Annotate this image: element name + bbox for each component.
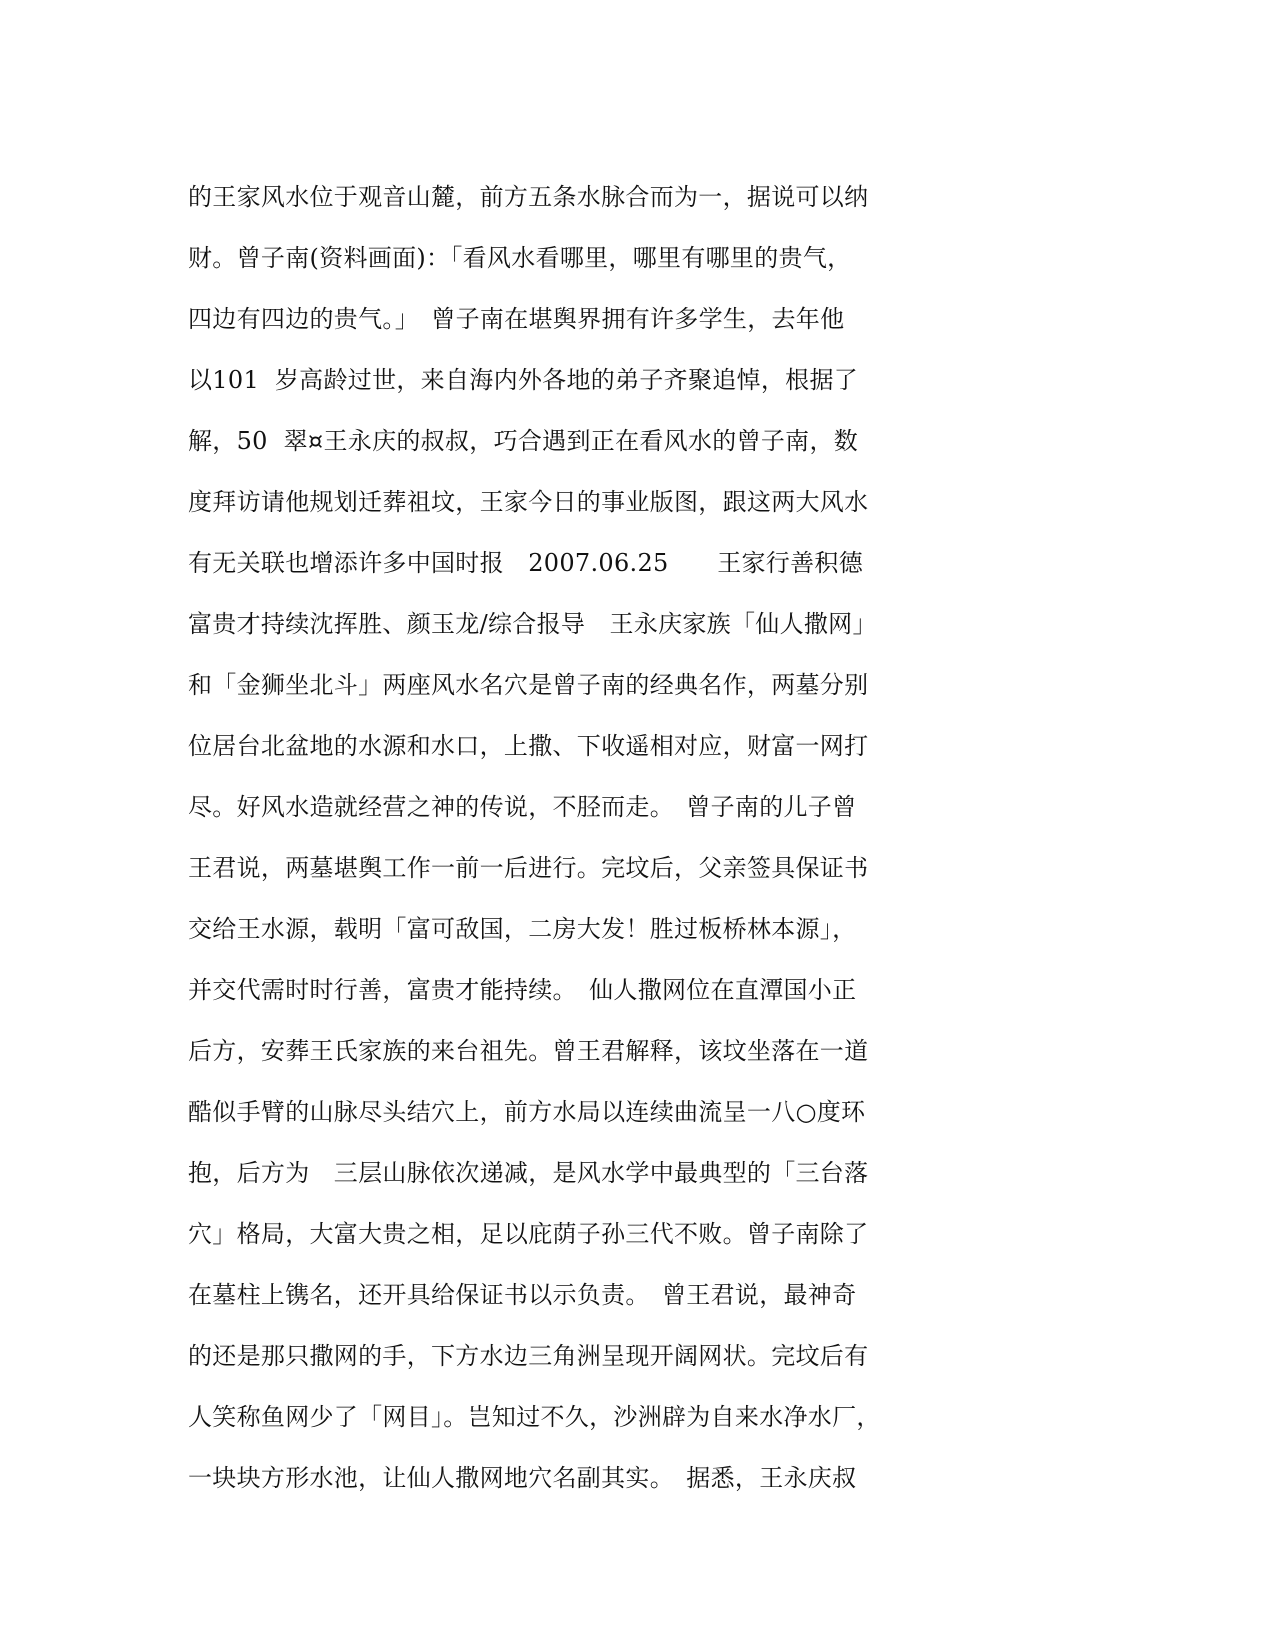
article-body xyxy=(188,174,908,1516)
text-line: 以101 岁高龄过世，来自海内外各地的弟子齐聚追悼，根据了 xyxy=(188,366,859,394)
text-line: 富贵才持续沈挥胜、颜玉龙/综合报导 王永庆家族「仙人撒网」 xyxy=(188,610,877,638)
text-line: 有无关联也增添许多中国时报 2007.06.25 王家行善积德 xyxy=(188,549,864,577)
text-line: 抱，后方为 三层山脉依次递减，是风水学中最典型的「三台落 xyxy=(188,1159,869,1187)
text-line: 酷似手臂的山脉尽头结穴上，前方水局以连续曲流呈一八○度环 xyxy=(188,1098,866,1126)
text-line: 四边有四边的贵气。」 曾子南在堪舆界拥有许多学生，去年他 xyxy=(188,305,845,333)
text-line: 财。曾子南(资料画面)：「看风水看哪里，哪里有哪里的贵气， xyxy=(188,244,852,272)
text-line: 交给王水源，载明「富可敌国，二房大发！胜过板桥林本源」， xyxy=(188,915,857,943)
text-line: 尽。好风水造就经营之神的传说，不胫而走。 曾子南的儿子曾 xyxy=(188,793,857,821)
text-line: 的还是那只撒网的手，下方水边三角洲呈现开阔网状。完坟后有 xyxy=(188,1342,869,1370)
text-line: 一块块方形水池，让仙人撒网地穴名副其实。 据悉，王永庆叔 xyxy=(188,1464,857,1492)
text-line: 和「金狮坐北斗」两座风水名穴是曾子南的经典名作，两墓分别 xyxy=(188,671,869,699)
text-line: 后方，安葬王氏家族的来台祖先。曾王君解释，该坟坐落在一道 xyxy=(188,1037,869,1065)
text-line: 解，50 翠¤王永庆的叔叔，巧合遇到正在看风水的曾子南，数 xyxy=(188,427,859,455)
text-line: 位居台北盆地的水源和水口，上撒、下收遥相对应，财富一网打 xyxy=(188,732,869,760)
text-line: 人笑称鱼网少了「网目」。岂知过不久，沙洲辟为自来水净水厂， xyxy=(188,1403,881,1431)
text-line: 王君说，两墓堪舆工作一前一后进行。完坟后，父亲签具保证书 xyxy=(188,854,869,882)
text-line: 度拜访请他规划迁葬祖坟，王家今日的事业版图，跟这两大风水 xyxy=(188,488,869,516)
text-line: 在墓柱上镌名，还开具给保证书以示负责。 曾王君说，最神奇 xyxy=(188,1281,857,1309)
text-line: 穴」格局，大富大贵之相，足以庇荫子孙三代不败。曾子南除了 xyxy=(188,1220,869,1248)
text-line: 的王家风水位于观音山麓，前方五条水脉合而为一，据说可以纳 xyxy=(188,183,869,211)
text-line: 并交代需时时行善，富贵才能持续。 仙人撒网位在直潭国小正 xyxy=(188,976,857,1004)
